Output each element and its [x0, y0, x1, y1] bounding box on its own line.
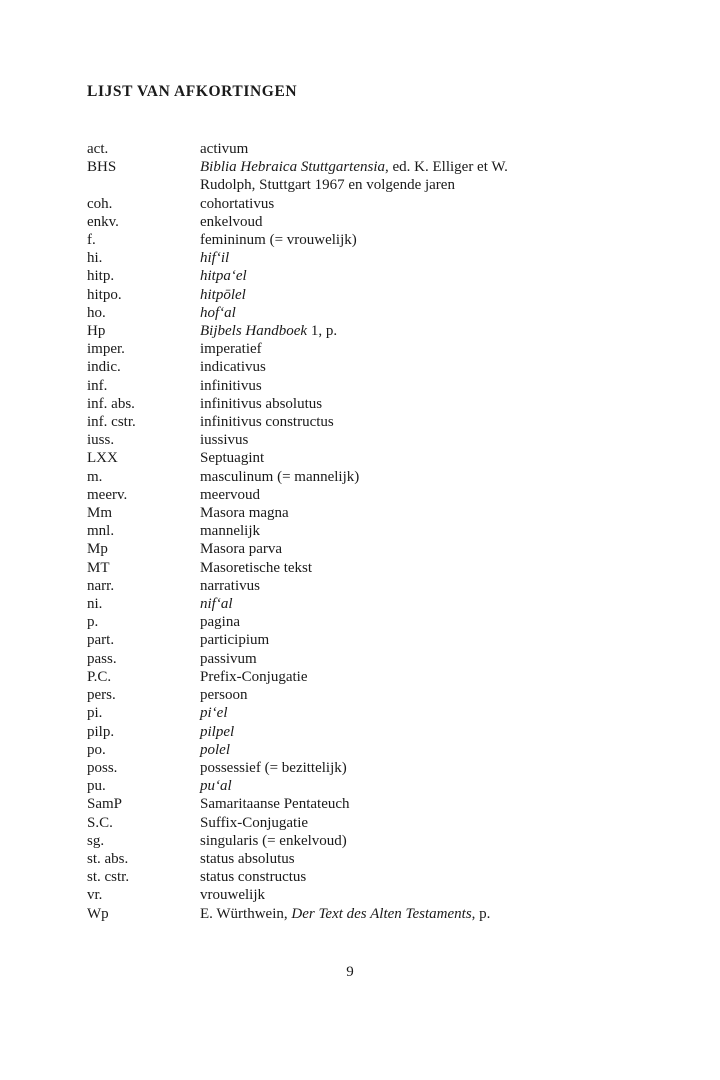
abbreviation-meaning	[200, 249, 607, 267]
abbreviation-meaning	[200, 631, 607, 649]
abbreviation-row	[87, 358, 607, 376]
abbreviation-meaning	[200, 613, 607, 631]
meaning-line	[200, 759, 607, 777]
abbreviation-term: coh.	[87, 195, 113, 212]
meaning-text: singularis (= enkelvoud)	[200, 832, 347, 849]
abbreviation-term: narr.	[87, 577, 115, 594]
meaning-line	[200, 377, 607, 395]
abbreviation-term: meerv.	[87, 486, 128, 503]
abbreviation-term: ni.	[87, 596, 103, 613]
abbreviation-row	[87, 449, 607, 467]
italic-title-text: nif‘al	[200, 596, 233, 613]
abbreviation-meaning	[200, 322, 607, 340]
meaning-line	[200, 304, 607, 322]
meaning-line	[200, 486, 607, 504]
meaning-text: vrouwelijk	[200, 887, 265, 904]
italic-title-text: hitpōlel	[200, 286, 246, 303]
meaning-text: pagina	[200, 614, 240, 631]
meaning-text: meervoud	[200, 486, 260, 503]
abbreviation-term: Wp	[87, 905, 109, 922]
abbreviation-meaning	[200, 449, 607, 467]
abbreviation-meaning	[200, 559, 607, 577]
meaning-text: participium	[200, 632, 270, 649]
abbreviation-list	[87, 140, 607, 923]
abbreviation-meaning	[200, 522, 607, 540]
abbreviation-term: Mm	[87, 505, 113, 522]
abbreviation-row	[87, 668, 607, 686]
abbreviation-term: poss.	[87, 759, 118, 776]
meaning-line	[200, 413, 607, 431]
abbreviation-term: ho.	[87, 304, 106, 321]
abbreviation-row	[87, 286, 607, 304]
abbreviation-row	[87, 304, 607, 322]
abbreviation-term: mnl.	[87, 523, 115, 540]
italic-title-text: Biblia Hebraica Stuttgartensia	[200, 159, 385, 176]
meaning-text: Masora magna	[200, 505, 289, 522]
meaning-line	[200, 814, 607, 832]
abbreviation-row	[87, 267, 607, 285]
meaning-line	[200, 358, 607, 376]
meaning-line	[200, 868, 607, 886]
abbreviation-row	[87, 814, 607, 832]
meaning-line	[200, 231, 607, 249]
meaning-text: , ed. K. Elliger et W.	[385, 159, 508, 176]
meaning-line	[200, 723, 607, 741]
abbreviation-term: vr.	[87, 887, 103, 904]
abbreviation-row	[87, 158, 607, 194]
abbreviation-term: inf. cstr.	[87, 414, 136, 431]
meaning-continuation-line: Rudolph, Stuttgart 1967 en volgende jaren	[200, 177, 455, 194]
abbreviation-row	[87, 468, 607, 486]
meaning-line	[200, 522, 607, 540]
meaning-line	[200, 468, 607, 486]
meaning-text: infinitivus absolutus	[200, 395, 323, 412]
meaning-line	[200, 286, 607, 304]
abbreviation-row	[87, 650, 607, 668]
meaning-text: Masoretische tekst	[200, 559, 313, 576]
abbreviation-meaning	[200, 886, 607, 904]
abbreviation-term: inf.	[87, 377, 108, 394]
meaning-line	[200, 540, 607, 558]
abbreviation-term: m.	[87, 468, 103, 485]
abbreviation-meaning	[200, 650, 607, 668]
abbreviation-term: hi.	[87, 250, 103, 267]
abbreviation-meaning	[200, 759, 607, 777]
abbreviation-meaning	[200, 723, 607, 741]
abbreviation-row	[87, 704, 607, 722]
italic-title-text: pu‘al	[200, 778, 232, 795]
italic-title-text: polel	[200, 741, 230, 758]
abbreviation-term: po.	[87, 741, 106, 758]
abbreviation-term: st. cstr.	[87, 869, 130, 886]
abbreviation-row	[87, 504, 607, 522]
abbreviation-row	[87, 231, 607, 249]
abbreviation-meaning	[200, 377, 607, 395]
meaning-text: femininum (= vrouwelijk)	[200, 232, 357, 249]
abbreviation-meaning	[200, 304, 607, 322]
meaning-text: Prefix-Conjugatie	[200, 668, 308, 685]
meaning-text: , p.	[471, 905, 491, 922]
abbreviation-meaning	[200, 832, 607, 850]
meaning-text: possessief (= bezittelijk)	[200, 759, 347, 776]
abbreviation-term: pi.	[87, 705, 103, 722]
abbreviation-meaning	[200, 795, 607, 813]
meaning-text: indicativus	[200, 359, 266, 376]
meaning-line	[200, 905, 607, 923]
abbreviation-row	[87, 723, 607, 741]
abbreviation-term: pu.	[87, 778, 106, 795]
abbreviation-meaning	[200, 195, 607, 213]
page-heading: LIJST VAN AFKORTINGEN	[87, 83, 298, 100]
meaning-line	[200, 395, 607, 413]
meaning-line	[200, 668, 607, 686]
abbreviation-row	[87, 559, 607, 577]
meaning-line	[200, 340, 607, 358]
abbreviation-term: iuss.	[87, 432, 115, 449]
abbreviation-meaning	[200, 395, 607, 413]
meaning-line	[200, 504, 607, 522]
meaning-text: infinitivus constructus	[200, 414, 334, 431]
meaning-line	[200, 832, 607, 850]
meaning-text: status absolutus	[200, 850, 295, 867]
meaning-text: mannelijk	[200, 523, 260, 540]
abbreviation-term: indic.	[87, 359, 121, 376]
abbreviation-term: hitp.	[87, 268, 115, 285]
abbreviation-row	[87, 377, 607, 395]
abbreviation-meaning	[200, 213, 607, 231]
meaning-line	[200, 431, 607, 449]
abbreviation-meaning	[200, 577, 607, 595]
meaning-text: Septuagint	[200, 450, 265, 467]
abbreviation-term: f.	[87, 232, 96, 249]
abbreviation-term: MT	[87, 559, 110, 576]
italic-title-text: hitpa‘el	[200, 268, 247, 285]
italic-title-text: pilpel	[200, 723, 235, 740]
meaning-text: narrativus	[200, 577, 260, 594]
abbreviation-term: pers.	[87, 687, 116, 704]
meaning-line	[200, 213, 607, 231]
abbreviation-term: LXX	[87, 450, 118, 467]
meaning-text: persoon	[200, 687, 248, 704]
abbreviation-row	[87, 795, 607, 813]
abbreviation-term: sg.	[87, 832, 105, 849]
meaning-line	[200, 449, 607, 467]
meaning-line	[200, 850, 607, 868]
abbreviation-term: SamP	[87, 796, 123, 813]
abbreviation-row	[87, 249, 607, 267]
abbreviation-term: Mp	[87, 541, 108, 558]
abbreviation-meaning	[200, 468, 607, 486]
meaning-text: E. Würthwein,	[200, 905, 292, 922]
meaning-text: masculinum (= mannelijk)	[200, 468, 360, 485]
abbreviation-term: part.	[87, 632, 115, 649]
abbreviation-row	[87, 322, 607, 340]
abbreviation-term: pilp.	[87, 723, 115, 740]
meaning-text: Samaritaanse Pentateuch	[200, 796, 350, 813]
abbreviation-meaning	[200, 340, 607, 358]
abbreviation-row	[87, 850, 607, 868]
abbreviation-row	[87, 540, 607, 558]
abbreviation-term: enkv.	[87, 213, 119, 230]
abbreviation-row	[87, 595, 607, 613]
abbreviation-term: S.C.	[87, 814, 113, 831]
abbreviation-meaning	[200, 868, 607, 886]
meaning-line	[200, 322, 607, 340]
abbreviation-row	[87, 195, 607, 213]
abbreviation-row	[87, 741, 607, 759]
abbreviation-row	[87, 395, 607, 413]
abbreviation-row	[87, 413, 607, 431]
abbreviation-row	[87, 340, 607, 358]
abbreviation-meaning	[200, 267, 607, 285]
abbreviation-meaning	[200, 686, 607, 704]
meaning-line	[200, 886, 607, 904]
abbreviation-term: hitpo.	[87, 286, 122, 303]
meaning-text: 1, p.	[307, 323, 338, 340]
meaning-line	[200, 577, 607, 595]
meaning-text: status constructus	[200, 869, 307, 886]
abbreviation-meaning	[200, 431, 607, 449]
abbreviation-row	[87, 486, 607, 504]
abbreviation-meaning	[200, 595, 607, 613]
meaning-line	[200, 267, 607, 285]
abbreviation-meaning	[200, 504, 607, 522]
abbreviation-term: st. abs.	[87, 850, 129, 867]
meaning-text: imperatief	[200, 341, 262, 358]
meaning-text: Suffix-Conjugatie	[200, 814, 309, 831]
abbreviation-meaning	[200, 704, 607, 722]
meaning-text: infinitivus	[200, 377, 262, 394]
meaning-line	[200, 631, 607, 649]
abbreviation-meaning	[200, 668, 607, 686]
italic-title-text: hof‘al	[200, 304, 236, 321]
abbreviation-meaning	[200, 286, 607, 304]
abbreviation-row	[87, 431, 607, 449]
abbreviation-row	[87, 759, 607, 777]
abbreviation-term: BHS	[87, 159, 117, 176]
abbreviation-term: Hp	[87, 323, 106, 340]
abbreviation-term: inf. abs.	[87, 395, 135, 412]
abbreviation-row	[87, 631, 607, 649]
abbreviation-term: P.C.	[87, 668, 112, 685]
meaning-line	[200, 559, 607, 577]
meaning-line	[200, 158, 607, 176]
meaning-text: activum	[200, 141, 249, 157]
meaning-line	[200, 795, 607, 813]
meaning-text: enkelvoud	[200, 213, 263, 230]
meaning-line	[200, 704, 607, 722]
abbreviation-term: p.	[87, 614, 99, 631]
italic-title-text: Bijbels Handboek	[200, 323, 308, 340]
abbreviation-row	[87, 905, 607, 923]
italic-title-text: Der Text des Alten Testaments	[291, 905, 472, 922]
meaning-text: iussivus	[200, 432, 249, 449]
abbreviation-meaning	[200, 486, 607, 504]
abbreviation-row	[87, 213, 607, 231]
meaning-line	[200, 650, 607, 668]
meaning-line	[200, 613, 607, 631]
meaning-line	[200, 249, 607, 267]
abbreviation-row	[87, 522, 607, 540]
italic-title-text: pi‘el	[200, 705, 228, 722]
abbreviation-meaning	[200, 158, 607, 194]
abbreviation-meaning	[200, 850, 607, 868]
meaning-line	[200, 595, 607, 613]
abbreviation-meaning	[200, 413, 607, 431]
meaning-line	[200, 741, 607, 759]
meaning-line	[200, 195, 607, 213]
abbreviation-row	[87, 613, 607, 631]
italic-title-text: hif‘il	[200, 250, 230, 267]
abbreviation-term: pass.	[87, 650, 117, 667]
abbreviation-row	[87, 832, 607, 850]
abbreviation-meaning	[200, 777, 607, 795]
abbreviation-term: act.	[87, 141, 109, 157]
meaning-text: cohortativus	[200, 195, 275, 212]
abbreviation-row	[87, 868, 607, 886]
abbreviation-meaning	[200, 540, 607, 558]
abbreviation-meaning	[200, 358, 607, 376]
abbreviation-meaning	[200, 140, 607, 158]
meaning-line	[200, 686, 607, 704]
abbreviation-meaning	[200, 905, 607, 923]
abbreviation-meaning	[200, 741, 607, 759]
abbreviation-row	[87, 777, 607, 795]
abbreviation-term: imper.	[87, 341, 125, 358]
meaning-line	[200, 777, 607, 795]
meaning-line	[200, 140, 607, 158]
abbreviation-row	[87, 577, 607, 595]
page-number: 9	[346, 964, 354, 980]
abbreviation-meaning	[200, 814, 607, 832]
abbreviation-row	[87, 886, 607, 904]
abbreviation-meaning	[200, 231, 607, 249]
abbreviation-row	[87, 686, 607, 704]
meaning-text: Masora parva	[200, 541, 283, 558]
abbreviation-row	[87, 140, 607, 158]
meaning-text: passivum	[200, 650, 257, 667]
